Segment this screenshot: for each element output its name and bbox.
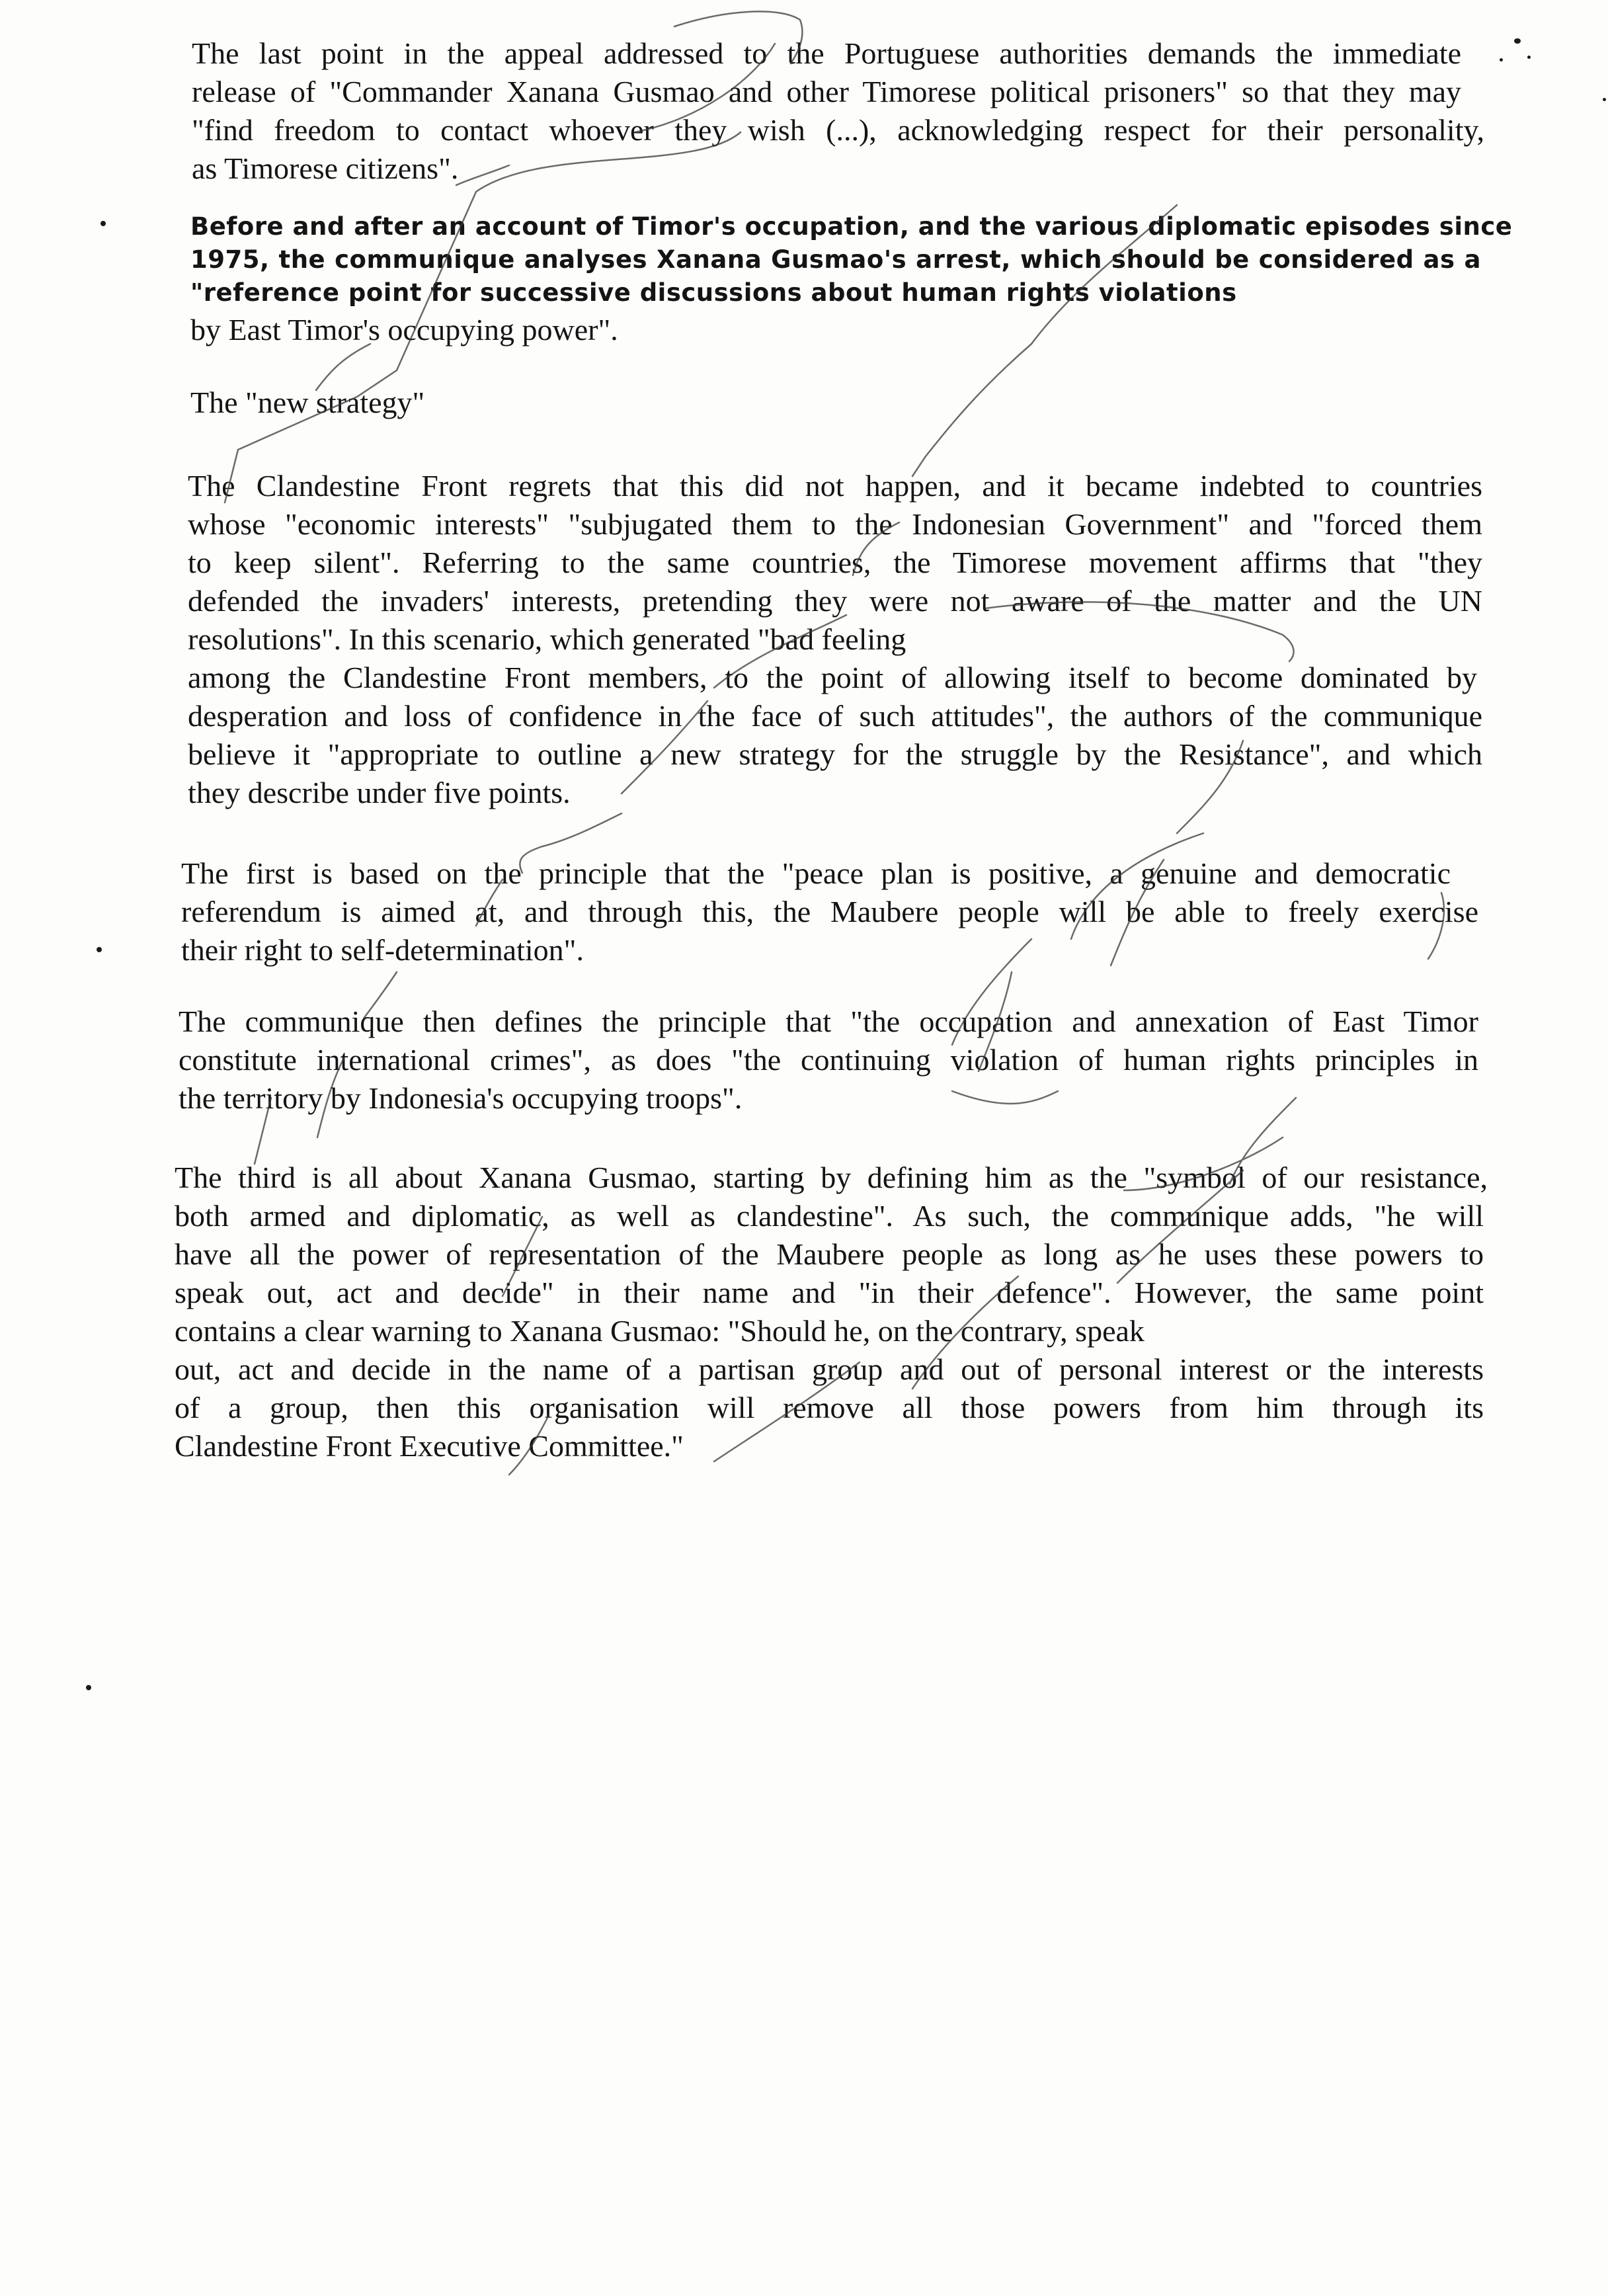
paragraph-first-point bbox=[181, 854, 1478, 969]
margin-speck bbox=[86, 1685, 91, 1690]
text-line: "find freedom to contact whoever they wish (...), acknowledging respect for their personality, bbox=[192, 113, 1484, 147]
margin-speck bbox=[97, 947, 102, 952]
text-line: The first is based on the principle that the "peace plan is positive, a genuine and democratic bbox=[181, 856, 1451, 890]
text-line: "reference point for successive discussions about human rights violations bbox=[190, 278, 1237, 307]
text-line: out, act and decide in the name of a partisan group and out of personal interest or the interests bbox=[175, 1352, 1484, 1386]
margin-speck bbox=[1514, 38, 1521, 44]
text-line: by East Timor's occupying power". bbox=[190, 313, 618, 347]
text-line: The Clandestine Front regrets that this did not happen, and it became indebted to countries bbox=[188, 469, 1482, 503]
text-line: The last point in the appeal addressed to the Portuguese authorities demands the immediate bbox=[192, 36, 1461, 70]
paragraph-second-point bbox=[179, 1003, 1478, 1118]
text-line: of a group, then this organisation will remove all those powers from him through its bbox=[175, 1391, 1484, 1424]
text-line: release of "Commander Xanana Gusmao and other Timorese political prisoners" so that they may bbox=[192, 75, 1461, 108]
margin-speck bbox=[1500, 58, 1503, 62]
text-line: believe it "appropriate to outline a new strategy for the struggle by the Resistance", and which bbox=[188, 737, 1482, 771]
text-line: among the Clandestine Front members, to the point of allowing itself to become dominated by bbox=[188, 661, 1477, 694]
text-line: their right to self-determination". bbox=[181, 933, 584, 967]
section-heading-new-strategy: The "new strategy" bbox=[190, 386, 425, 419]
text-line: speak out, act and decide" in their name and "in their defence". However, the same point bbox=[175, 1276, 1484, 1309]
text-line: both armed and diplomatic, as well as clandestine". As such, the communique adds, "he will bbox=[175, 1199, 1484, 1233]
text-line: Before and after an account of Timor's occupation, and the various diplomatic episodes since bbox=[190, 212, 1513, 241]
text-line: the territory by Indonesia's occupying troops". bbox=[179, 1081, 743, 1115]
paragraph-appeal-release bbox=[192, 34, 1484, 188]
paragraph-communique-analysis bbox=[190, 210, 1513, 347]
margin-speck bbox=[1527, 56, 1531, 59]
text-line: whose "economic interests" "subjugated them to the Indonesian Government" and "forced them bbox=[188, 507, 1482, 541]
text-line: Clandestine Front Executive Committee." bbox=[175, 1429, 684, 1463]
text-line: constitute international crimes", as does "the continuing violation of human rights principles in bbox=[179, 1043, 1478, 1077]
paragraph-clandestine-front bbox=[188, 467, 1482, 812]
text-line: referendum is aimed at, and through this, the Maubere people will be able to freely exercise bbox=[181, 895, 1478, 928]
text-line: The third is all about Xanana Gusmao, starting by defining him as the "symbol of our resistance, bbox=[175, 1161, 1488, 1194]
text-line: have all the power of representation of the Maubere people as long as he uses these powers to bbox=[175, 1237, 1484, 1271]
text-line: resolutions". In this scenario, which generated "bad feeling bbox=[188, 622, 906, 656]
text-line: desperation and loss of confidence in the face of such attitudes", the authors of the communique bbox=[188, 699, 1482, 733]
text-line: as Timorese citizens". bbox=[192, 151, 459, 185]
text-line: contains a clear warning to Xanana Gusmao: "Should he, on the contrary, speak bbox=[175, 1314, 1145, 1348]
paragraph-third-point bbox=[175, 1159, 1488, 1465]
margin-speck bbox=[1603, 98, 1606, 101]
text-line: they describe under five points. bbox=[188, 776, 571, 809]
text-line: defended the invaders' interests, pretending they were not aware of the matter and the UN bbox=[188, 584, 1482, 618]
text-line: 1975, the communique analyses Xanana Gusmao's arrest, which should be considered as a bbox=[190, 245, 1481, 274]
margin-speck bbox=[100, 221, 106, 226]
text-line: to keep silent". Referring to the same countries, the Timorese movement affirms that "they bbox=[188, 546, 1482, 579]
text-line: The communique then defines the principle that "the occupation and annexation of East Timor bbox=[179, 1004, 1478, 1038]
